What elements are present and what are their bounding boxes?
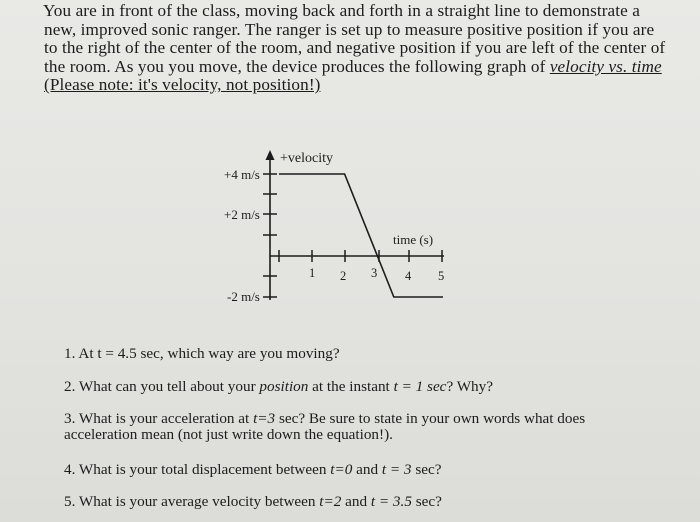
- question-5-text-3: sec?: [411, 493, 442, 510]
- x-tick-label-1: 1: [309, 266, 316, 280]
- y-tick-label-pos2: +2 m/s: [224, 207, 260, 222]
- intro-line-1: You are in front of the class, moving back and forth in a straight line to demonstrate a: [43, 1, 641, 20]
- question-2: [64, 378, 493, 396]
- question-3-time: t=3: [253, 410, 276, 427]
- x-tick-label-5: 5: [438, 269, 445, 283]
- question-5-text: 5. What is your average velocity between: [64, 493, 320, 510]
- question-4-time-start: t=0: [330, 461, 353, 478]
- x-tick-label-3: 3: [371, 266, 378, 280]
- intro-line-4-text: the room. As you you move, the device produces the following graph of: [44, 56, 550, 76]
- question-5-time-start: t=2: [319, 493, 342, 510]
- graph-type-emphasis: velocity vs. time: [549, 56, 662, 76]
- question-3-text: 3. What is your acceleration at: [64, 410, 254, 427]
- question-4-text-3: sec?: [411, 461, 442, 478]
- question-1: 1. At t = 4.5 sec, which way are you moving?: [64, 345, 340, 362]
- question-5-time-end: t = 3.5: [370, 493, 412, 510]
- y-axis-arrow-icon: [266, 150, 275, 160]
- x-tick-label-4: 4: [405, 269, 412, 283]
- question-5-text-2: and: [341, 493, 371, 510]
- y-axis-label: +velocity: [280, 151, 333, 166]
- y-tick-label-pos4: +4 m/s: [224, 167, 260, 182]
- y-tick-label-neg2: -2 m/s: [227, 289, 260, 304]
- question-3-line-2: acceleration mean (not just write down the equation!).: [64, 426, 393, 443]
- question-4-text: 4. What is your total displacement between: [64, 461, 331, 478]
- x-tick-label-2: 2: [340, 269, 347, 283]
- question-2-text-2: at the instant: [308, 378, 394, 395]
- question-2-time: t = 1 sec: [393, 378, 447, 395]
- intro-note: (Please note: it's velocity, not position!): [44, 75, 321, 95]
- question-3-text-2: sec? Be sure to state in your own words what does: [275, 410, 586, 427]
- question-4-time-end: t = 3: [381, 461, 412, 478]
- question-5: [64, 493, 442, 511]
- intro-line-2: new, improved sonic ranger. The ranger is set up to measure positive position if you are: [44, 19, 655, 39]
- question-2-text: 2. What can you tell about your: [64, 378, 260, 395]
- x-axis-label: time (s): [393, 232, 434, 247]
- question-2-text-3: ? Why?: [446, 378, 493, 395]
- question-3: [64, 411, 585, 443]
- intro-line-3: to the right of the center of the room, and negative position if you are left of the center of: [44, 38, 666, 58]
- question-4-text-2: and: [352, 461, 382, 478]
- question-2-emphasis: position: [259, 378, 309, 395]
- question-4: [64, 461, 441, 479]
